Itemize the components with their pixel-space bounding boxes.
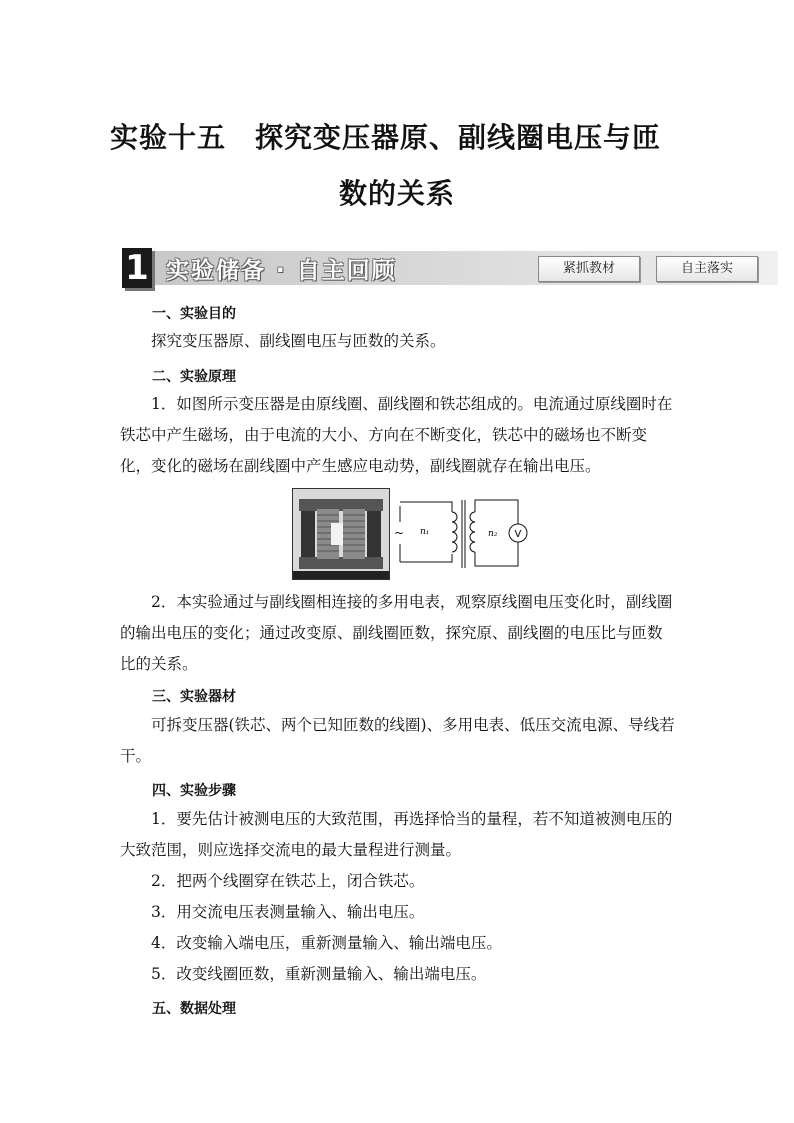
principle-1-text: 1．如图所示变压器是由原线圈、副线圈和铁芯组成的。电流通过原线圈时在铁芯中产生磁场，由于电流的大小、方向在不断变化，铁芯中的磁场也不断变化，变化的磁场在副线圈中产生感应电动势，副线圈就存在输出电压。 (120, 395, 673, 475)
secondary-wire-top (475, 500, 518, 524)
heading-data-processing: 五、数据处理 (152, 1001, 236, 1017)
heading-equipment: 三、实验器材 (152, 689, 236, 705)
section-banner (120, 248, 778, 288)
step-2-text: 2．把两个线圈穿在铁芯上，闭合铁芯。 (151, 872, 425, 890)
heading-principle: 二、实验原理 (152, 369, 236, 385)
banner-number: 1 (122, 248, 152, 288)
secondary-wire-bottom (475, 542, 518, 566)
primary-wire-bottom (400, 554, 452, 562)
step-2 (120, 866, 676, 897)
step-3-text: 3．用交流电压表测量输入、输出电压。 (151, 903, 425, 921)
page-title-line-1: 实验十五 探究变压器原、副线圈电压与匝 (110, 121, 662, 154)
paragraph-principle-2 (120, 587, 676, 680)
primary-coil (452, 512, 457, 552)
step-3 (120, 897, 676, 928)
step-4 (120, 928, 676, 959)
step-5 (120, 959, 676, 990)
ac-source-symbol: ~ (394, 526, 405, 540)
paragraph-principle-1 (120, 389, 676, 482)
transformer-photo (292, 488, 390, 580)
banner-button-self-study[interactable]: 自主落实 (656, 256, 758, 282)
page-title-line-2: 数的关系 (338, 177, 455, 210)
transformer-photo-drawing (293, 489, 389, 579)
step-1-text: 1．要先估计被测电压的大致范围，再选择恰当的量程，若不知道被测电压的大致范围，则应选择交流电的最大量程进行测量。 (120, 810, 673, 859)
primary-wire-top (400, 502, 452, 512)
transformer-circuit-diagram (392, 488, 532, 580)
label-n2: n₂ (488, 529, 498, 539)
transformer-figure (292, 488, 532, 580)
banner-title: 实验储备 · 自主回顾 (166, 258, 397, 284)
banner-button-textbook[interactable]: 紧抓教材 (538, 256, 640, 282)
label-n1: n₁ (420, 527, 430, 537)
paragraph-purpose (120, 326, 676, 357)
step-4-text: 4．改变输入端电压，重新测量输入、输出端电压。 (151, 934, 502, 952)
purpose-text: 探究变压器原、副线圈电压与匝数的关系。 (151, 332, 446, 350)
paragraph-equipment (120, 710, 676, 772)
heading-purpose: 一、实验目的 (152, 306, 236, 322)
step-1 (120, 804, 676, 866)
voltmeter-label: V (514, 529, 522, 540)
step-5-text: 5．改变线圈匝数，重新测量输入、输出端电压。 (151, 965, 487, 983)
equipment-text: 可拆变压器(铁芯、两个已知匝数的线圈)、多用电表、低压交流电源、导线若干。 (120, 716, 675, 765)
principle-2-text: 2．本实验通过与副线圈相连接的多用电表，观察原线圈电压变化时，副线圈的输出电压的变化；通过改变原、副线圈匝数，探究原、副线圈的电压比与匝数比的关系。 (120, 593, 673, 673)
secondary-coil (470, 512, 475, 552)
heading-steps: 四、实验步骤 (152, 783, 236, 799)
